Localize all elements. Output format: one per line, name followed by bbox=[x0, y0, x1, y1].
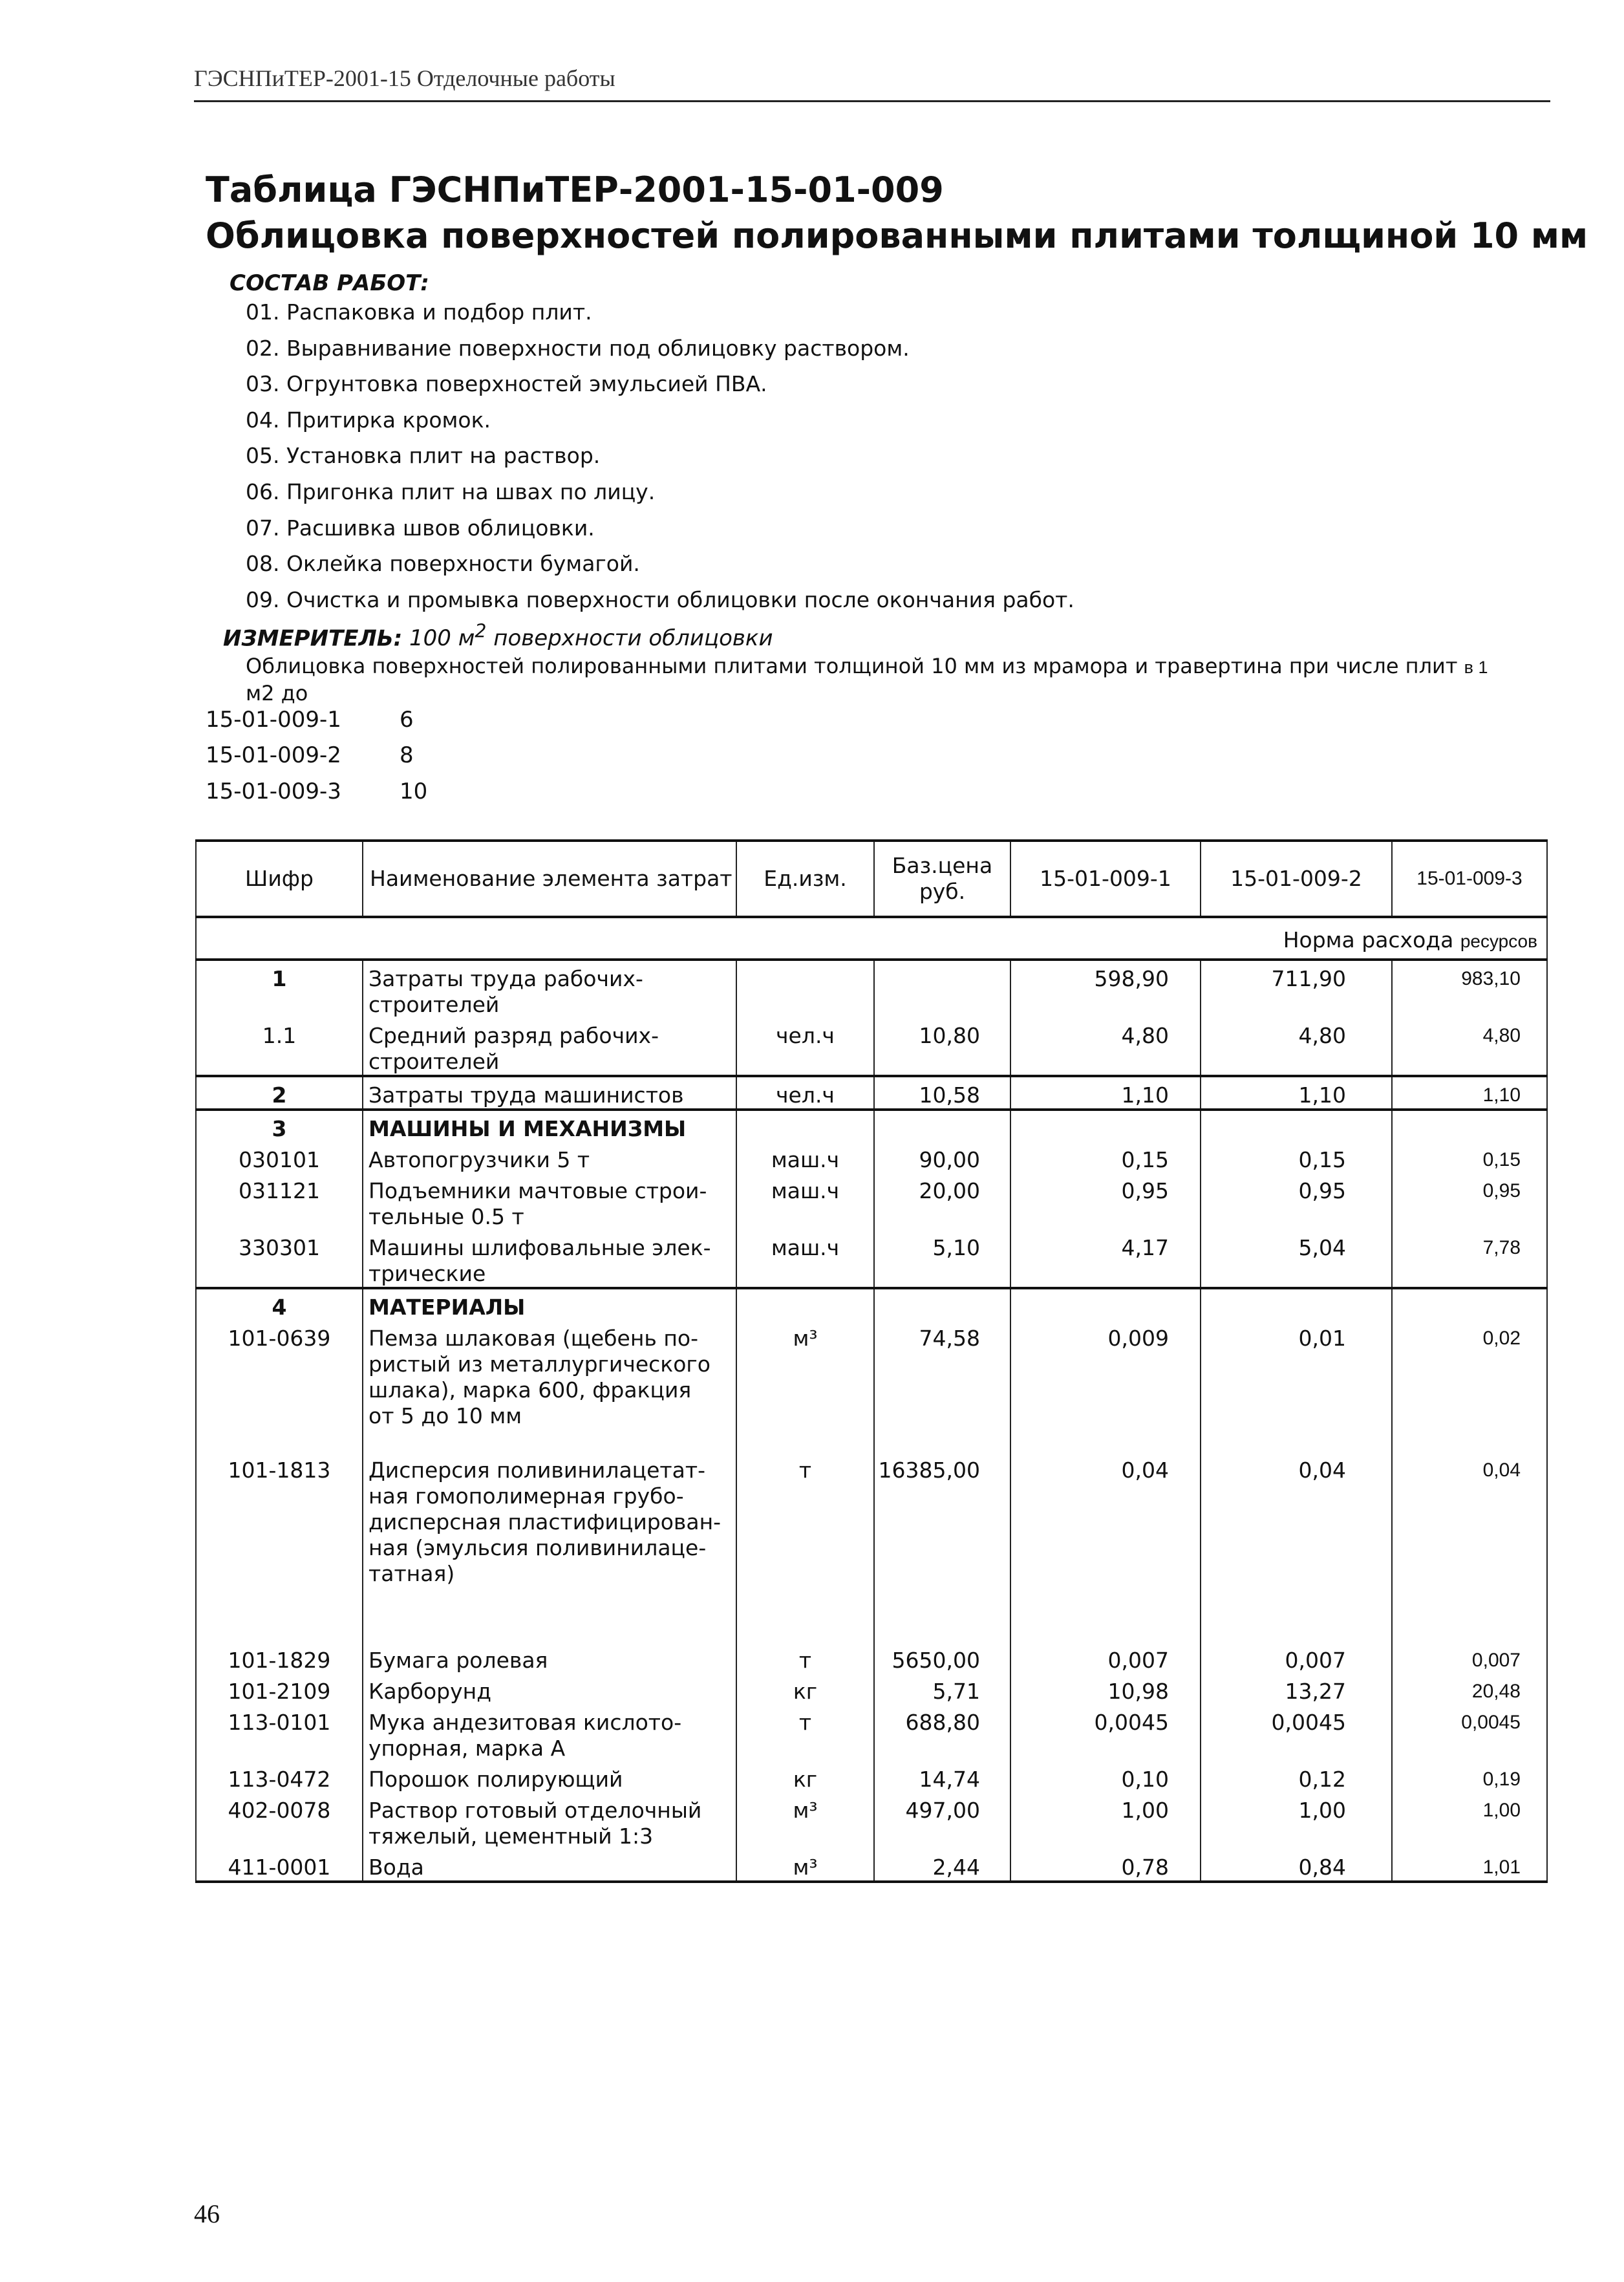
cell-variant-3: 0,007 bbox=[1392, 1642, 1547, 1674]
cell-code: 101-0639 bbox=[196, 1320, 363, 1452]
work-item: 05. Установка плит на раствор. bbox=[246, 443, 601, 469]
cell-name-line: Машины шлифовальные элек- bbox=[369, 1235, 711, 1260]
cell-unit: т bbox=[736, 1642, 874, 1674]
cell-unit: м³ bbox=[736, 1849, 874, 1882]
cell-name-line: упорная, марка А bbox=[369, 1736, 566, 1761]
table-row bbox=[196, 1288, 1547, 1320]
header-variant-2: 15-01-009-2 bbox=[1201, 841, 1392, 917]
header-variant-3: 15-01-009-3 bbox=[1392, 841, 1547, 917]
header-rule bbox=[194, 100, 1550, 102]
cell-name-line: Бумага ролевая bbox=[369, 1648, 548, 1673]
norma-cell bbox=[196, 917, 1547, 960]
cell-variant-1: 0,007 bbox=[1010, 1642, 1201, 1674]
cell-name-line: Порошок полирующий bbox=[369, 1767, 623, 1792]
cell-price: 2,44 bbox=[874, 1849, 1010, 1882]
cell-variant-3: 983,10 bbox=[1392, 960, 1547, 1018]
measure-label: ИЗМЕРИТЕЛЬ: bbox=[223, 625, 403, 652]
norma-label: Норма расхода bbox=[1283, 927, 1454, 953]
cell-code: 4 bbox=[196, 1288, 363, 1320]
cell-name bbox=[363, 1018, 736, 1076]
table-row bbox=[196, 1018, 1547, 1076]
cell-code: 330301 bbox=[196, 1230, 363, 1288]
cell-code: 101-2109 bbox=[196, 1674, 363, 1705]
cell-code: 101-1813 bbox=[196, 1452, 363, 1642]
cell-code: 030101 bbox=[196, 1142, 363, 1173]
cell-variant-3: 0,04 bbox=[1392, 1452, 1547, 1642]
cell-name bbox=[363, 960, 736, 1018]
cell-unit bbox=[736, 960, 874, 1018]
cell-variant-2: 0,007 bbox=[1201, 1642, 1392, 1674]
header-code: Шифр bbox=[196, 841, 363, 917]
header-unit: Ед.изм. bbox=[736, 841, 874, 917]
table-row bbox=[196, 1230, 1547, 1288]
table-row bbox=[196, 1642, 1547, 1674]
table-title: Таблица ГЭСНПиТЕР-2001-15-01-009 bbox=[206, 169, 944, 210]
cell-name-line: тяжелый, цементный 1:3 bbox=[369, 1824, 654, 1849]
variant-value: 6 bbox=[400, 707, 414, 733]
cell-variant-2 bbox=[1201, 1110, 1392, 1142]
cell-name bbox=[363, 1173, 736, 1230]
cell-name-line: Пемза шлаковая (щебень по- bbox=[369, 1326, 699, 1351]
cell-name bbox=[363, 1288, 736, 1320]
cell-variant-1: 0,10 bbox=[1010, 1761, 1201, 1792]
cell-variant-3: 0,19 bbox=[1392, 1761, 1547, 1792]
cell-variant-2: 0,84 bbox=[1201, 1849, 1392, 1882]
cell-variant-2: 0,15 bbox=[1201, 1142, 1392, 1173]
cell-name bbox=[363, 1849, 736, 1882]
cell-variant-3: 1,10 bbox=[1392, 1076, 1547, 1110]
cell-code: 2 bbox=[196, 1076, 363, 1110]
table-row bbox=[196, 960, 1547, 1018]
cell-price: 74,58 bbox=[874, 1320, 1010, 1452]
header-variant-1: 15-01-009-1 bbox=[1010, 841, 1201, 917]
table-row bbox=[196, 1452, 1547, 1642]
norma-row bbox=[196, 917, 1547, 960]
cell-price bbox=[874, 1110, 1010, 1142]
cell-code: 1.1 bbox=[196, 1018, 363, 1076]
cell-name-line: Вода bbox=[369, 1855, 424, 1880]
cell-code: 031121 bbox=[196, 1173, 363, 1230]
cell-unit: т bbox=[736, 1705, 874, 1761]
work-item: 08. Оклейка поверхности бумагой. bbox=[246, 551, 640, 577]
cell-name-line: Мука андезитовая кислото- bbox=[369, 1710, 682, 1735]
cell-price bbox=[874, 960, 1010, 1018]
cell-variant-1: 10,98 bbox=[1010, 1674, 1201, 1705]
cell-variant-3: 1,01 bbox=[1392, 1849, 1547, 1882]
cell-code: 3 bbox=[196, 1110, 363, 1142]
work-item: 06. Пригонка плит на швах по лицу. bbox=[246, 479, 656, 504]
cell-price: 10,80 bbox=[874, 1018, 1010, 1076]
cell-name bbox=[363, 1142, 736, 1173]
cell-name-line: МАТЕРИАЛЫ bbox=[369, 1295, 526, 1320]
cell-variant-1: 0,0045 bbox=[1010, 1705, 1201, 1761]
work-item: 09. Очистка и промывка поверхности облицовки после окончания работ. bbox=[246, 587, 1074, 612]
cell-variant-2: 1,10 bbox=[1201, 1076, 1392, 1110]
measure-value-suffix: поверхности облицовки bbox=[486, 625, 773, 652]
works-label: СОСТАВ РАБОТ: bbox=[230, 270, 429, 296]
variant-row bbox=[206, 742, 414, 768]
cell-name-line: Подъемники мачтовые строи- bbox=[369, 1178, 707, 1203]
cell-name-line: тельные 0.5 т bbox=[369, 1204, 524, 1229]
table-row bbox=[196, 1110, 1547, 1142]
cell-code: 402-0078 bbox=[196, 1792, 363, 1849]
variant-code: 15-01-009-1 bbox=[206, 707, 341, 733]
cell-name-line: Затраты труда рабочих- bbox=[369, 966, 643, 991]
cell-name-line: строителей bbox=[369, 1049, 500, 1074]
cell-variant-1: 4,80 bbox=[1010, 1018, 1201, 1076]
variant-value: 8 bbox=[400, 742, 414, 768]
cell-variant-1: 1,10 bbox=[1010, 1076, 1201, 1110]
cell-unit: м³ bbox=[736, 1320, 874, 1452]
cell-name-line: татная) bbox=[369, 1561, 455, 1586]
work-item: 03. Огрунтовка поверхностей эмульсией ПВА. bbox=[246, 371, 767, 397]
work-item: 02. Выравнивание поверхности под облицовку раствором. bbox=[246, 335, 910, 361]
table-subtitle: Облицовка поверхностей полированными плитами толщиной 10 мм bbox=[206, 215, 1588, 256]
table-header-row bbox=[196, 841, 1547, 917]
cell-variant-3: 4,80 bbox=[1392, 1018, 1547, 1076]
header-price: Баз.цена руб. bbox=[874, 841, 1010, 917]
cell-name-line: шлака), марка 600, фракция bbox=[369, 1377, 692, 1403]
cell-variant-3 bbox=[1392, 1110, 1547, 1142]
cell-variant-3: 0,0045 bbox=[1392, 1705, 1547, 1761]
cell-name bbox=[363, 1792, 736, 1849]
work-item: 07. Расшивка швов облицовки. bbox=[246, 515, 595, 541]
cell-variant-1 bbox=[1010, 1288, 1201, 1320]
cell-code: 113-0101 bbox=[196, 1705, 363, 1761]
cell-unit: чел.ч bbox=[736, 1018, 874, 1076]
cell-variant-2: 0,0045 bbox=[1201, 1705, 1392, 1761]
cell-name-line: МАШИНЫ И МЕХАНИЗМЫ bbox=[369, 1116, 687, 1141]
cell-variant-3: 0,02 bbox=[1392, 1320, 1547, 1452]
cell-unit: т bbox=[736, 1452, 874, 1642]
cell-name-line: трические bbox=[369, 1261, 486, 1286]
cell-price: 497,00 bbox=[874, 1792, 1010, 1849]
variant-code: 15-01-009-2 bbox=[206, 742, 341, 768]
cell-variant-1: 0,04 bbox=[1010, 1452, 1201, 1642]
table-row bbox=[196, 1173, 1547, 1230]
table-row bbox=[196, 1320, 1547, 1452]
cell-unit bbox=[736, 1288, 874, 1320]
cell-variant-1: 1,00 bbox=[1010, 1792, 1201, 1849]
cell-variant-2: 0,04 bbox=[1201, 1452, 1392, 1642]
cell-name-line: строителей bbox=[369, 992, 500, 1017]
cell-price: 5,71 bbox=[874, 1674, 1010, 1705]
page-number: 46 bbox=[194, 2199, 220, 2228]
table-row bbox=[196, 1792, 1547, 1849]
cell-name-line: ная гомополимерная грубо- bbox=[369, 1483, 684, 1509]
cell-price: 688,80 bbox=[874, 1705, 1010, 1761]
variant-row bbox=[206, 707, 414, 733]
cell-unit: маш.ч bbox=[736, 1173, 874, 1230]
header-name: Наименование элемента затрат bbox=[363, 841, 736, 917]
works-list bbox=[246, 299, 1074, 623]
cell-variant-2: 0,12 bbox=[1201, 1761, 1392, 1792]
table-row bbox=[196, 1076, 1547, 1110]
cell-name-line: от 5 до 10 мм bbox=[369, 1403, 522, 1428]
description-main: Облицовка поверхностей полированными плитами толщиной 10 мм из мрамора и травертина при числе плит bbox=[246, 654, 1458, 678]
cell-unit: кг bbox=[736, 1674, 874, 1705]
cell-price: 14,74 bbox=[874, 1761, 1010, 1792]
cell-variant-2: 1,00 bbox=[1201, 1792, 1392, 1849]
variant-code: 15-01-009-3 bbox=[206, 779, 341, 804]
cell-variant-2: 5,04 bbox=[1201, 1230, 1392, 1288]
cell-variant-1: 4,17 bbox=[1010, 1230, 1201, 1288]
cell-unit bbox=[736, 1110, 874, 1142]
cell-variant-3: 0,15 bbox=[1392, 1142, 1547, 1173]
cell-price: 5,10 bbox=[874, 1230, 1010, 1288]
norms-table bbox=[195, 839, 1548, 1883]
cell-name bbox=[363, 1110, 736, 1142]
cell-price: 90,00 bbox=[874, 1142, 1010, 1173]
description-tail: в 1 bbox=[1464, 658, 1488, 677]
cell-code: 411-0001 bbox=[196, 1849, 363, 1882]
cell-price: 20,00 bbox=[874, 1173, 1010, 1230]
cell-variant-1: 0,78 bbox=[1010, 1849, 1201, 1882]
cell-name bbox=[363, 1076, 736, 1110]
cell-name bbox=[363, 1230, 736, 1288]
cell-name bbox=[363, 1674, 736, 1705]
cell-variant-3: 0,95 bbox=[1392, 1173, 1547, 1230]
cell-unit: кг bbox=[736, 1761, 874, 1792]
cell-variant-1: 598,90 bbox=[1010, 960, 1201, 1018]
cell-name-line: ристый из металлургического bbox=[369, 1351, 710, 1377]
cell-variant-2: 711,90 bbox=[1201, 960, 1392, 1018]
cell-variant-1 bbox=[1010, 1110, 1201, 1142]
cell-name bbox=[363, 1642, 736, 1674]
cell-variant-2: 0,95 bbox=[1201, 1173, 1392, 1230]
cell-name-line: ная (эмульсия поливинилаце- bbox=[369, 1535, 707, 1560]
cell-variant-3: 7,78 bbox=[1392, 1230, 1547, 1288]
table-row bbox=[196, 1849, 1547, 1882]
cell-name-line: Дисперсия поливинилацетат- bbox=[369, 1458, 706, 1483]
cell-name-line: Затраты труда машинистов bbox=[369, 1082, 684, 1108]
cell-name bbox=[363, 1761, 736, 1792]
cell-variant-2: 13,27 bbox=[1201, 1674, 1392, 1705]
cell-price: 16385,00 bbox=[874, 1452, 1010, 1642]
cell-name-line: Карборунд bbox=[369, 1679, 492, 1704]
cell-unit: маш.ч bbox=[736, 1142, 874, 1173]
variant-description bbox=[246, 653, 1539, 706]
cell-code: 1 bbox=[196, 960, 363, 1018]
cell-variant-1: 0,009 bbox=[1010, 1320, 1201, 1452]
table-row bbox=[196, 1142, 1547, 1173]
work-item: 01. Распаковка и подбор плит. bbox=[246, 299, 592, 325]
description-line2: м2 до bbox=[246, 681, 308, 705]
cell-variant-2 bbox=[1201, 1288, 1392, 1320]
norma-tail: ресурсов bbox=[1460, 931, 1537, 951]
cell-variant-1: 0,95 bbox=[1010, 1173, 1201, 1230]
measure-value-sup: 2 bbox=[475, 621, 487, 642]
variant-row bbox=[206, 779, 427, 804]
cell-price: 5650,00 bbox=[874, 1642, 1010, 1674]
table-row bbox=[196, 1674, 1547, 1705]
cell-unit: чел.ч bbox=[736, 1076, 874, 1110]
variant-value: 10 bbox=[400, 779, 428, 804]
cell-price bbox=[874, 1288, 1010, 1320]
cell-variant-1: 0,15 bbox=[1010, 1142, 1201, 1173]
cell-name-line: Раствор готовый отделочный bbox=[369, 1798, 702, 1823]
cell-name bbox=[363, 1705, 736, 1761]
cell-unit: маш.ч bbox=[736, 1230, 874, 1288]
measure-unit bbox=[223, 621, 773, 651]
cell-variant-2: 0,01 bbox=[1201, 1320, 1392, 1452]
cell-unit: м³ bbox=[736, 1792, 874, 1849]
cell-name-line: Автопогрузчики 5 т bbox=[369, 1147, 590, 1172]
cell-variant-3 bbox=[1392, 1288, 1547, 1320]
cell-name-line: дисперсная пластифицирован- bbox=[369, 1509, 721, 1534]
cell-name bbox=[363, 1452, 736, 1642]
cell-variant-3: 1,00 bbox=[1392, 1792, 1547, 1849]
measure-value bbox=[409, 621, 773, 652]
cell-code: 113-0472 bbox=[196, 1761, 363, 1792]
cell-variant-2: 4,80 bbox=[1201, 1018, 1392, 1076]
running-header: ГЭСНПиТЕР-2001-15 Отделочные работы bbox=[194, 65, 615, 91]
work-item: 04. Притирка кромок. bbox=[246, 407, 491, 433]
table-row bbox=[196, 1761, 1547, 1792]
cell-code: 101-1829 bbox=[196, 1642, 363, 1674]
cell-name-line: Средний разряд рабочих- bbox=[369, 1023, 659, 1048]
measure-value-prefix: 100 м bbox=[409, 625, 475, 652]
cell-price: 10,58 bbox=[874, 1076, 1010, 1110]
table-row bbox=[196, 1705, 1547, 1761]
cell-variant-3: 20,48 bbox=[1392, 1674, 1547, 1705]
cell-name bbox=[363, 1320, 736, 1452]
